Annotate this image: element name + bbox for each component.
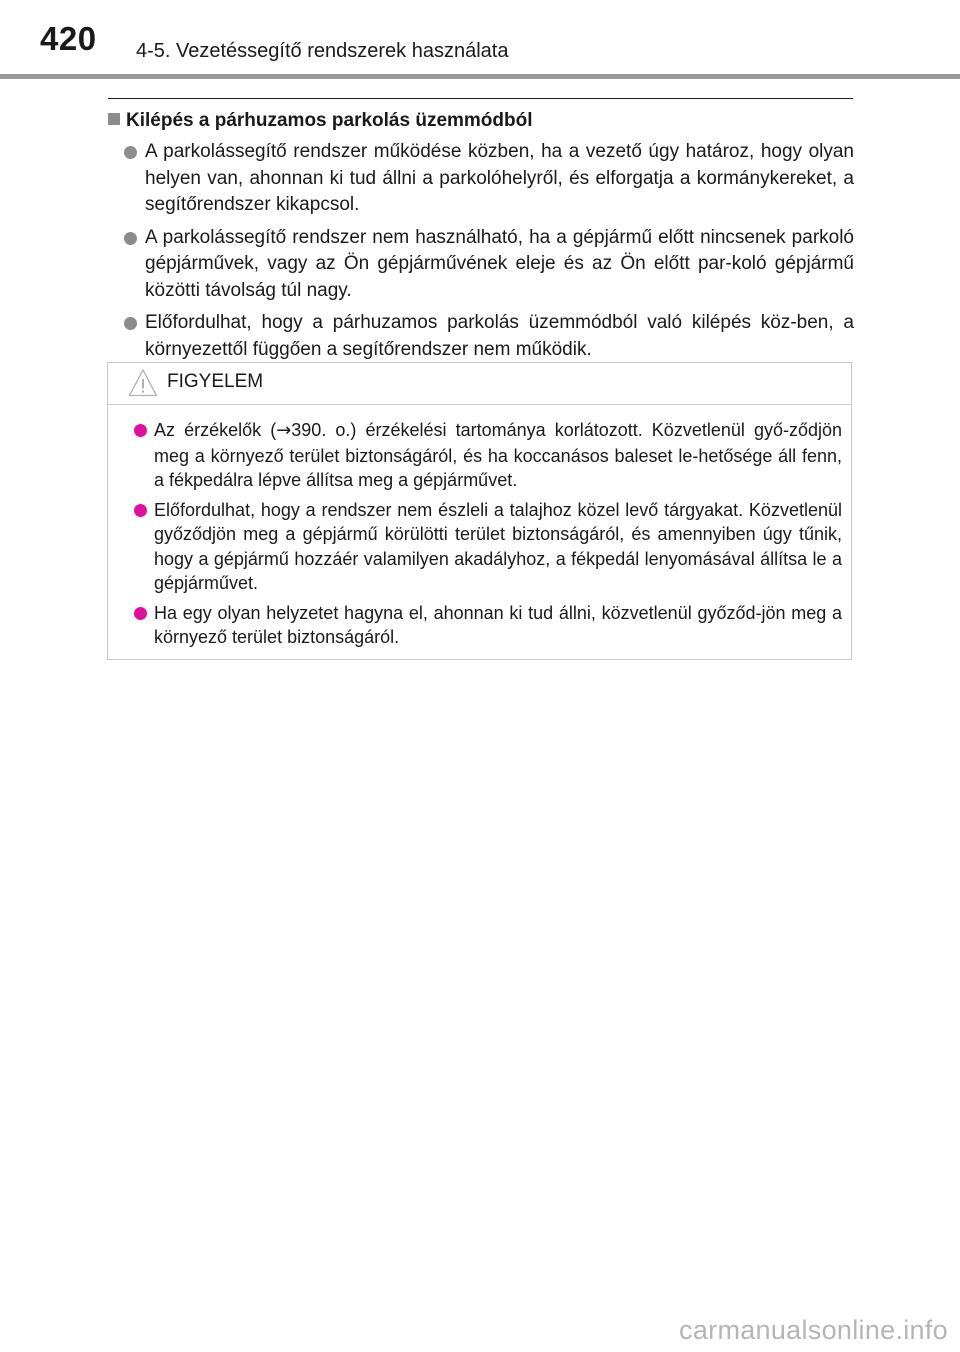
list-item [124, 139, 854, 219]
bullet-list [124, 139, 854, 369]
list-item-text: Előfordulhat, hogy a párhuzamos parkolás üzemmódból való kilépés köz-ben, a környezettől függően a segítőrendszer nem működik. [145, 312, 854, 360]
warning-list [134, 418, 842, 655]
watermark: carmanualsonline.info [679, 1315, 948, 1345]
arrow-icon: → [276, 420, 292, 441]
warning-triangle-icon [128, 368, 158, 398]
list-item-text: A parkolássegítő rendszer nem használható, ha a gépjármű előtt nincsenek parkoló gépjárművek, vagy az Ön gépjárművének eleje és az Ön előtt par-koló gépjármű közötti távolság túl nagy. [145, 226, 854, 301]
warning-item-text: Előfordulhat, hogy a rendszer nem észleli a talajhoz közel levő tárgyakat. Közvetlenül győződjön meg a gépjármű körülötti terület biztonságáról, és amennyiben úgy tűnik, hogy a gépjármű hozzáér valamilyen akadályhoz, a fékpedál lenyomásával állítsa le a gépjárművet. [154, 499, 842, 593]
list-item-text: A parkolássegítő rendszer működése közben, ha a vezető úgy határoz, hogy olyan helyen van, ahonnan ki tud állni a parkolóhelyről, és elforgatja a kormánykereket, a segítőrendszer kikapcsol. [145, 141, 854, 215]
bullet-dot-icon [124, 317, 137, 330]
running-head: 4-5. Vezetéssegítő rendszerek használata [136, 40, 509, 62]
square-bullet-icon [108, 113, 120, 125]
warning-header [108, 363, 851, 405]
warning-item [134, 418, 842, 493]
warning-box [107, 362, 852, 660]
warning-item-text-end: 390. o.) érzékelési tartománya korlátozott. Közvetlenül győ-ződjön meg a környező terület biztonságáról, és ha koccanásos baleset le-hetősége áll fenn, a fékpedálra lépve állítsa meg a gépjárművet. [154, 420, 842, 490]
header-rule [0, 74, 960, 79]
section-heading-text: Kilépés a párhuzamos parkolás üzemmódból [126, 110, 533, 131]
section-heading [108, 110, 854, 132]
warning-bullet-icon [134, 504, 147, 517]
page-number: 420 [40, 20, 97, 57]
bullet-dot-icon [124, 146, 137, 159]
list-item [124, 225, 854, 305]
warning-item [134, 601, 842, 650]
warning-item [134, 498, 842, 596]
warning-item-text: Ha egy olyan helyzetet hagyna el, ahonnan ki tud állni, közvetlenül győződ-jön meg a környező terület biztonságáról. [154, 602, 842, 647]
list-item [124, 310, 854, 363]
warning-bullet-icon [134, 607, 147, 620]
warning-title: FIGYELEM [167, 371, 264, 392]
section-rule [108, 98, 853, 99]
warning-bullet-icon [134, 424, 147, 437]
warning-item-text-start: Az érzékelők ( [154, 420, 277, 440]
bullet-dot-icon [124, 232, 137, 245]
